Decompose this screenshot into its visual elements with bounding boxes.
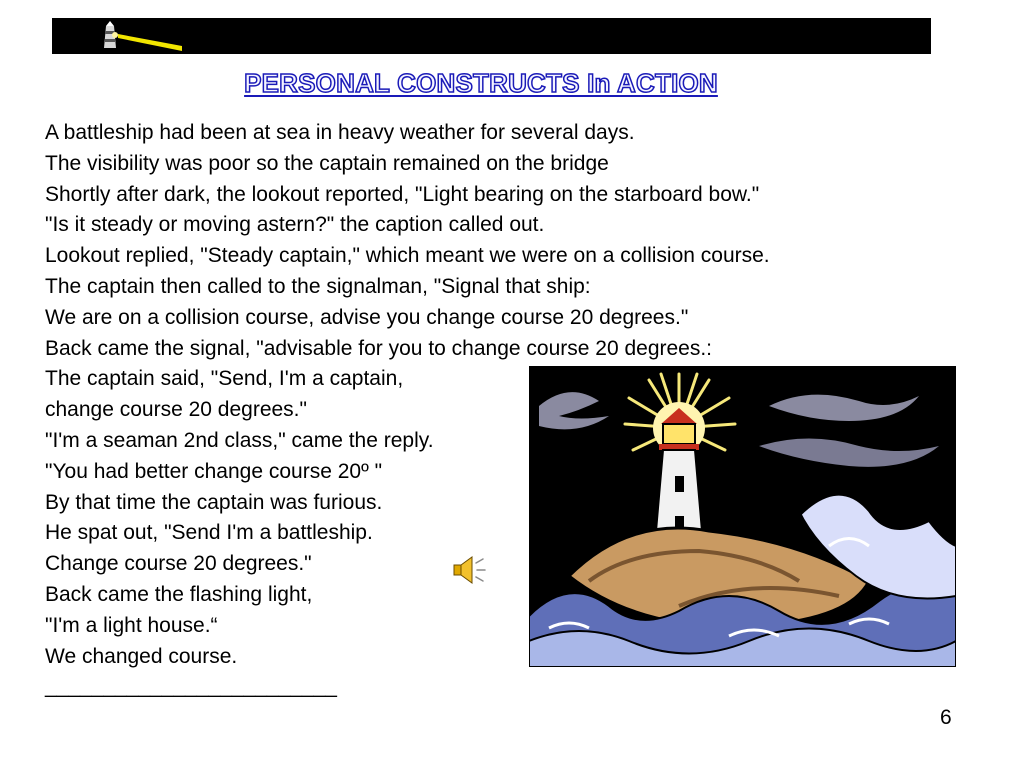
lighthouse-illustration-art	[529, 366, 956, 667]
speaker-icon[interactable]	[452, 554, 486, 586]
story-line: We changed course.	[45, 644, 238, 668]
story-line: "Is it steady or moving astern?" the caption called out.	[45, 213, 545, 237]
story-line: Back came the flashing light,	[45, 582, 313, 606]
story-line: By that time the captain was furious.	[45, 490, 383, 514]
story-line: Shortly after dark, the lookout reported, "Light bearing on the starboard bow."	[45, 182, 760, 206]
story-line: We are on a collision course, advise you change course 20 degrees."	[45, 305, 689, 329]
story-line: "I'm a seaman 2nd class," came the reply.	[45, 428, 434, 452]
story-line: "You had better change course 20º "	[45, 459, 383, 483]
slide-title: PERSONAL CONSTRUCTS In ACTION	[244, 68, 718, 98]
story-line: "I'm a light house.“	[45, 613, 218, 637]
story-line: The captain then called to the signalman, "Signal that ship:	[45, 274, 591, 298]
top-banner	[52, 18, 931, 54]
story-line: He spat out, "Send I'm a battleship.	[45, 521, 373, 545]
story-line: Back came the signal, "advisable for you to change course 20 degrees.:	[45, 336, 713, 360]
story-line: Change course 20 degrees."	[45, 552, 312, 576]
story-line: The captain said, "Send, I'm a captain,	[45, 367, 404, 391]
story-line: The visibility was poor so the captain remained on the bridge	[45, 151, 609, 175]
page-number: 6	[940, 706, 952, 729]
story-line: Lookout replied, "Steady captain," which meant we were on a collision course.	[45, 244, 770, 268]
signature-rule: _________________________	[45, 675, 337, 699]
lighthouse-illustration	[529, 366, 956, 667]
story-line: change course 20 degrees."	[45, 398, 307, 422]
story-line: A battleship had been at sea in heavy weather for several days.	[45, 121, 635, 144]
lighthouse-beam-icon	[100, 18, 184, 54]
